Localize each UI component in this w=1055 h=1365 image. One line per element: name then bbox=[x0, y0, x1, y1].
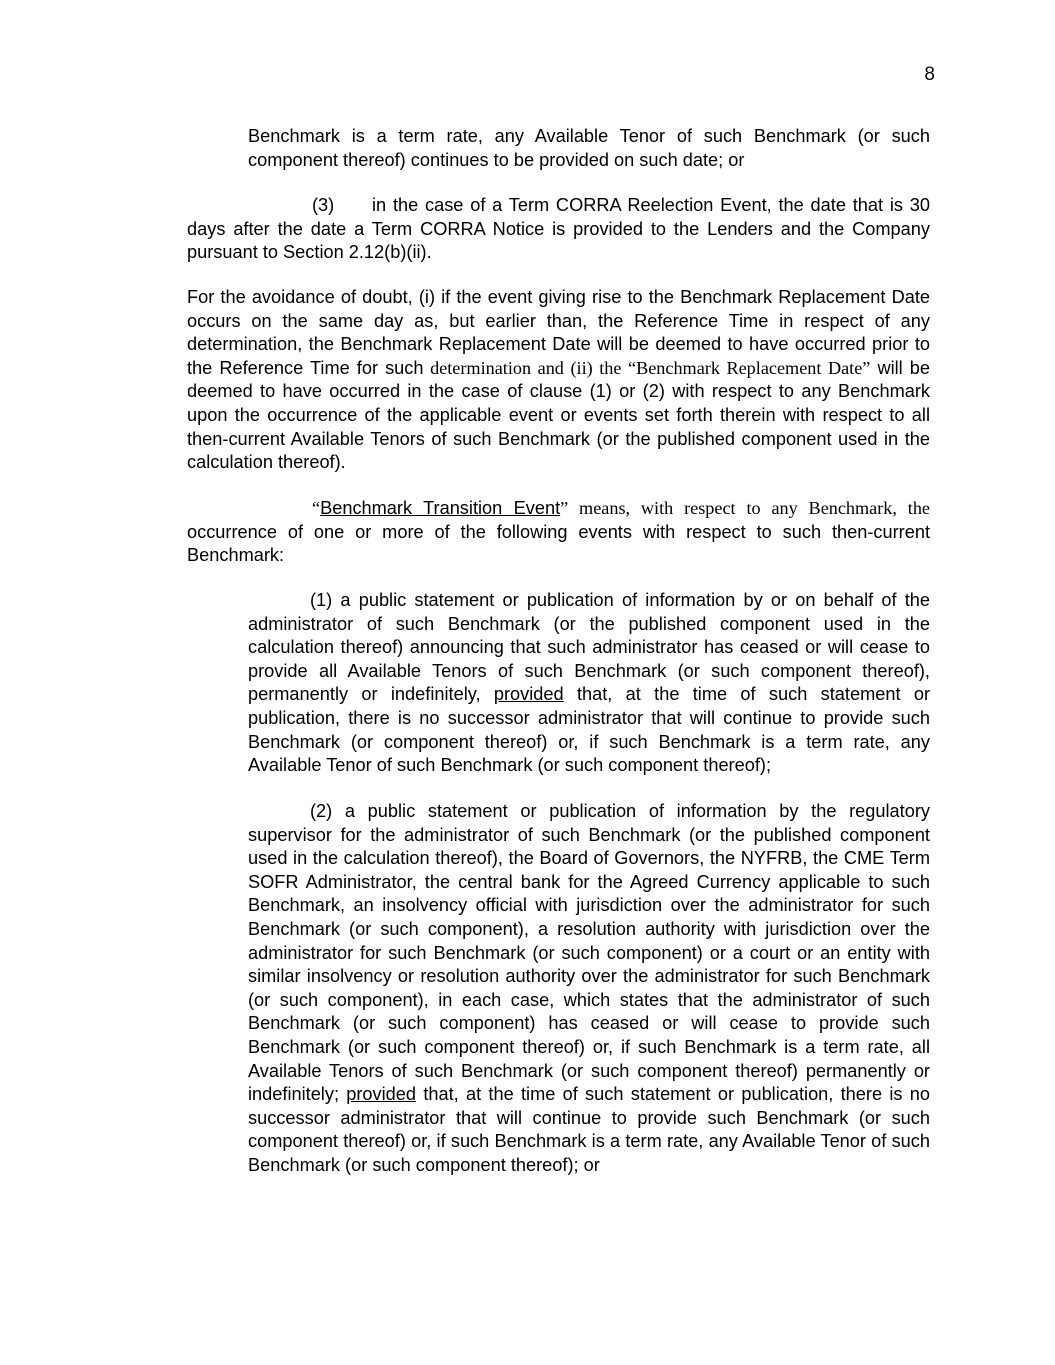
event-1-text-after: that, at the time of such statement or publication, there is no successor administrator that will continue to provide such Benchmark (or component thereof) or, if such Benchmark is a term rate, any Available Tenor of such Benchmark (or such component thereof); bbox=[248, 684, 930, 776]
event-2-text-after: that, at the time of such statement or publication, there is no successor administrator that will continue to provide such Benchmark (or such component thereof) or, if such Benchmark is a term rate, any Available Tenor of such Benchmark (or such component thereof); or bbox=[248, 1084, 930, 1175]
event-2-text-before: (2) a public statement or publication of information by the regulatory supervisor for the administrator of such Benchmark (or the published component used in the calculation thereof), the Board of Governors, the NYFRB, the CME Term SOFR Administrator, the central bank for the Agreed Currency applicable to such Benchmark, an insolvency official with jurisdiction over the administrator for such Benchmark (or such component), a resolution authority with jurisdiction over the administrator for such Benchmark (or such component) or a court or an entity with similar insolvency or resolution authority over the administrator for such Benchmark (or such component), in each case, which states that the administrator of such Benchmark (or such component) has ceased or will cease to provide such Benchmark (or such component thereof) or, if such Benchmark is a term rate, all Available Tenors of such Benchmark (or such component thereof) permanently or indefinitely; bbox=[248, 801, 930, 1105]
defined-term: Benchmark Transition Event bbox=[320, 498, 561, 518]
avoidance-text-serif: determination and (ii) the “Benchmark Replacement Date” bbox=[423, 357, 871, 378]
open-quote: “ bbox=[312, 498, 321, 518]
paragraph-definition-transition-event bbox=[187, 497, 930, 568]
paragraph-event-1 bbox=[248, 589, 930, 778]
avoidance-text-part-2: will be deemed to have occurred in the case of clause (1) or (2) with respect to any Benchmark upon the occurrence of the applicable event or events set forth therein with respect to all then-current Available Tenors of such Benchmark (or the published component used in the calculation thereof). bbox=[187, 357, 931, 473]
clause-3-text: in the case of a Term CORRA Reelection Event, the date that is 30 days after the date a Term CORRA Notice is provided to the Lenders and the Company pursuant to Section 2.12(b)(ii). bbox=[187, 195, 930, 263]
page-number: 8 bbox=[924, 64, 935, 85]
avoidance-text-part-1: For the avoidance of doubt, (i) if the event giving rise to the Benchmark Replacement Date occurs on the same day as, but earlier than, the Reference Time in respect of any determination, the Benchmark Replacement Date will be deemed to have occurred prior to the Reference Time for such bbox=[187, 287, 930, 378]
provided-term: provided bbox=[346, 1084, 417, 1105]
paragraph-clause-2-continuation: Benchmark is a term rate, any Available Tenor of such Benchmark (or such component thereof) continues to be provided on such date; or bbox=[248, 126, 930, 170]
clause-number: (3) bbox=[312, 195, 335, 215]
definition-text-serif: ” means, with respect to any Benchmark, the bbox=[560, 498, 931, 518]
paragraph-avoidance-of-doubt bbox=[187, 286, 930, 475]
paragraph-event-2 bbox=[248, 800, 930, 1178]
provided-term: provided bbox=[493, 684, 564, 705]
paragraph-clause-3 bbox=[187, 194, 930, 265]
event-1-text-before: (1) a public statement or publication of information by or on behalf of the administrator of such Benchmark (or the published component used in the calculation thereof) announcing that such administrator has ceased or will cease to provide all Available Tenors of such Benchmark (or such component thereof), permanently or indefinitely, bbox=[248, 590, 930, 705]
definition-text-rest: occurrence of one or more of the following events with respect to such then-current Benchmark: bbox=[187, 521, 930, 566]
